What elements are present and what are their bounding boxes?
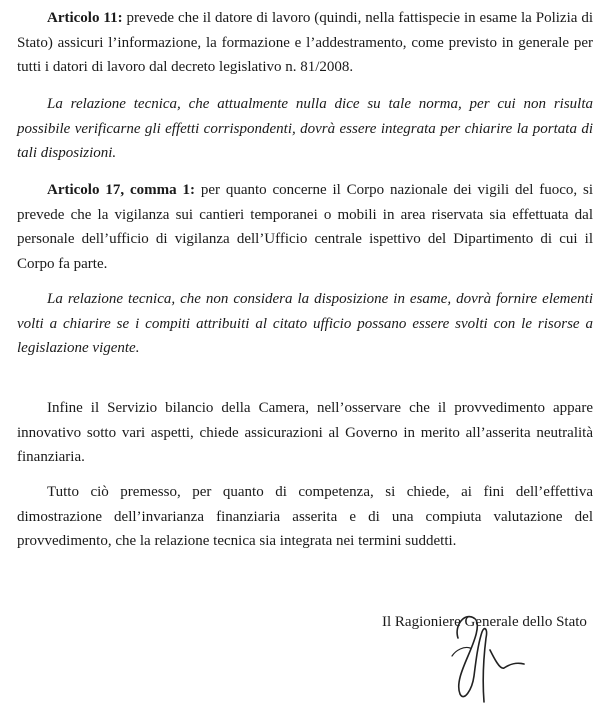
handwritten-signature [430,598,530,708]
paragraph-articolo-17 [17,178,593,276]
paragraph-relazione-tecnica-2 [17,287,593,361]
paragraph-lead: Articolo 17, comma 1: [47,182,195,198]
paragraph-text: per quanto concerne il Corpo nazionale dei vigili del fuoco, si prevede che la vigilanza sui cantieri temporanei o mobili in area riservata sia effettuata dal personale dell’ufficio di vigilanza dell’Ufficio centrale ispettivo del Dipartimento di cui il Corpo fa parte. [17,182,594,272]
paragraph-text: Infine il Servizio bilancio della Camera, nell’osservare che il provvedimento appare innovativo sotto vari aspetti, chiede assicurazioni al Governo in merito all’asserita neutralità finanziaria. [17,400,593,465]
paragraph-text: prevede che il datore di lavoro (quindi, nella fattispecie in esame la Polizia di Stato) assicuri l’informazione, la formazione e l’addestramento, come previsto in generale per tutti i datori di lavoro dal decreto legislativo n. 81/2008. [17,10,594,75]
paragraph-servizio-bilancio [17,396,593,470]
signature-title: Il Ragioniere Generale dello Stato [382,614,587,630]
paragraph-lead: Articolo 11: [47,10,123,26]
paragraph-text: La relazione tecnica, che non considera la disposizione in esame, dovrà fornire elementi volti a chiarire se i compiti attribuiti al citato ufficio possano essere svolti con le risorse a legislazione vigente. [17,291,593,356]
paragraph-text: Tutto ciò premesso, per quanto di competenza, si chiede, ai fini dell’effettiva dimostrazione dell’invarianza finanziaria asserita e di una compiuta valutazione del provvedimento, che la relazione tecnica sia integrata nei termini suddetti. [17,484,593,549]
paragraph-articolo-11 [17,6,593,80]
paragraph-text: La relazione tecnica, che attualmente nulla dice su tale norma, per cui non risulta possibile verificarne gli effetti corrispondenti, dovrà essere integrata per chiarire la portata di tali disposizioni. [17,96,593,161]
paragraph-conclusione [17,480,593,554]
paragraph-relazione-tecnica-1 [17,92,593,166]
